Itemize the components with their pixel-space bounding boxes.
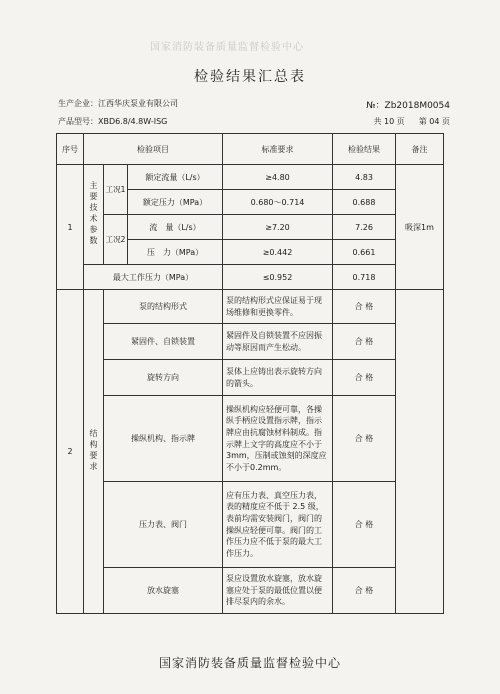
result-cell: 0.661 <box>333 240 396 265</box>
result-cell: 0.718 <box>333 265 396 290</box>
ghost-header-text: 国家消防装备质量监督检验中心 <box>150 42 304 53</box>
result-cell: 合 格 <box>333 360 396 396</box>
table-row <box>57 568 444 614</box>
header-standard: 标准要求 <box>223 134 333 165</box>
standard-cell: ≥4.80 <box>223 165 333 190</box>
standard-cell: ≥0.442 <box>223 240 333 265</box>
item-cell: 操纵机构、指示牌 <box>104 396 223 482</box>
table-row <box>57 265 444 290</box>
footer-org: 国家消防装备质量监督检验中心 <box>158 656 341 670</box>
result-cell: 合 格 <box>333 568 396 614</box>
item-cell: 放水旋塞 <box>104 568 223 614</box>
result-cell: 合 格 <box>333 324 396 360</box>
header-result: 检验结果 <box>333 134 396 165</box>
standard-cell: 紧固件及自锁装置不应因振动等原因而产生松动。 <box>223 324 333 360</box>
header-note: 备注 <box>396 134 444 165</box>
standard-cell: 泵的结构形式应保证易于现场维修和更换零件。 <box>223 290 333 324</box>
standard-cell: ≤0.952 <box>223 265 333 290</box>
header-seq: 序号 <box>57 134 84 165</box>
header-item: 检验项目 <box>84 134 223 165</box>
total-pages: 共 10 页 <box>373 117 405 126</box>
standard-cell: 0.680～0.714 <box>223 190 333 215</box>
param-cell: 额定流量（L/s） <box>128 165 223 190</box>
result-cell: 合 格 <box>333 290 396 324</box>
company-line: 生产企业：江西华庆泵业有限公司 <box>58 99 178 108</box>
results-table <box>56 133 444 614</box>
section2-note <box>396 290 444 614</box>
table-row <box>57 324 444 360</box>
item-cell: 紧固件、自锁装置 <box>104 324 223 360</box>
table-row <box>57 290 444 324</box>
param-cell: 最大工作压力（MPa） <box>84 265 223 290</box>
section2-category: 结构要求 <box>84 290 104 614</box>
item-cell: 旋转方向 <box>104 360 223 396</box>
result-cell: 合 格 <box>333 482 396 568</box>
item-cell: 泵的结构形式 <box>104 290 223 324</box>
standard-cell: 操纵机构应轻便可靠，各操纵手柄应设置指示牌，指示牌应由抗腐蚀材料制成。指示牌上文字的高度应不小于 3mm，压制或蚀刻的深度应不小于0.2mm。 <box>223 396 333 482</box>
table-header-row <box>57 134 444 165</box>
result-cell: 合 格 <box>333 396 396 482</box>
param-cell: 流 量（L/s） <box>128 215 223 240</box>
condition1-label: 工况1 <box>104 165 128 215</box>
result-cell: 0.688 <box>333 190 396 215</box>
section1-note: 吸深1m <box>396 165 444 290</box>
table-row <box>57 360 444 396</box>
item-cell: 压力表、阀门 <box>104 482 223 568</box>
section1-category: 主要技术参数 <box>84 165 104 265</box>
page-number: 第 04 页 <box>418 117 450 126</box>
condition2-label: 工况2 <box>104 215 128 265</box>
param-cell: 压 力（MPa） <box>128 240 223 265</box>
page-count <box>359 116 450 127</box>
report-number: №：Zb2018M0054 <box>366 101 450 111</box>
standard-cell: 泵应设置放水旋塞，放水旋塞应处于泵的最低位置以便排尽泵内的余水。 <box>223 568 333 614</box>
model-line: 产品型号：XBD6.8/4.8W-ISG <box>58 117 168 126</box>
standard-cell: ≥7.20 <box>223 215 333 240</box>
param-cell: 额定压力（MPa） <box>128 190 223 215</box>
table-row <box>57 396 444 482</box>
standard-cell: 应有压力表、真空压力表，表的精度应不低于 2.5 级，表前均需安装阀门，阀门的操纵应轻便可靠。阀门的工作压力应不低于泵的最大工作压力。 <box>223 482 333 568</box>
table-row <box>57 215 444 240</box>
result-cell: 7.26 <box>333 215 396 240</box>
section1-seq: 1 <box>57 165 84 290</box>
table-row <box>57 482 444 568</box>
standard-cell: 泵体上应铸出表示旋转方向的箭头。 <box>223 360 333 396</box>
section2-seq: 2 <box>57 290 84 614</box>
table-row <box>57 165 444 190</box>
page-title: 检验结果汇总表 <box>194 69 306 85</box>
result-cell: 4.83 <box>333 165 396 190</box>
